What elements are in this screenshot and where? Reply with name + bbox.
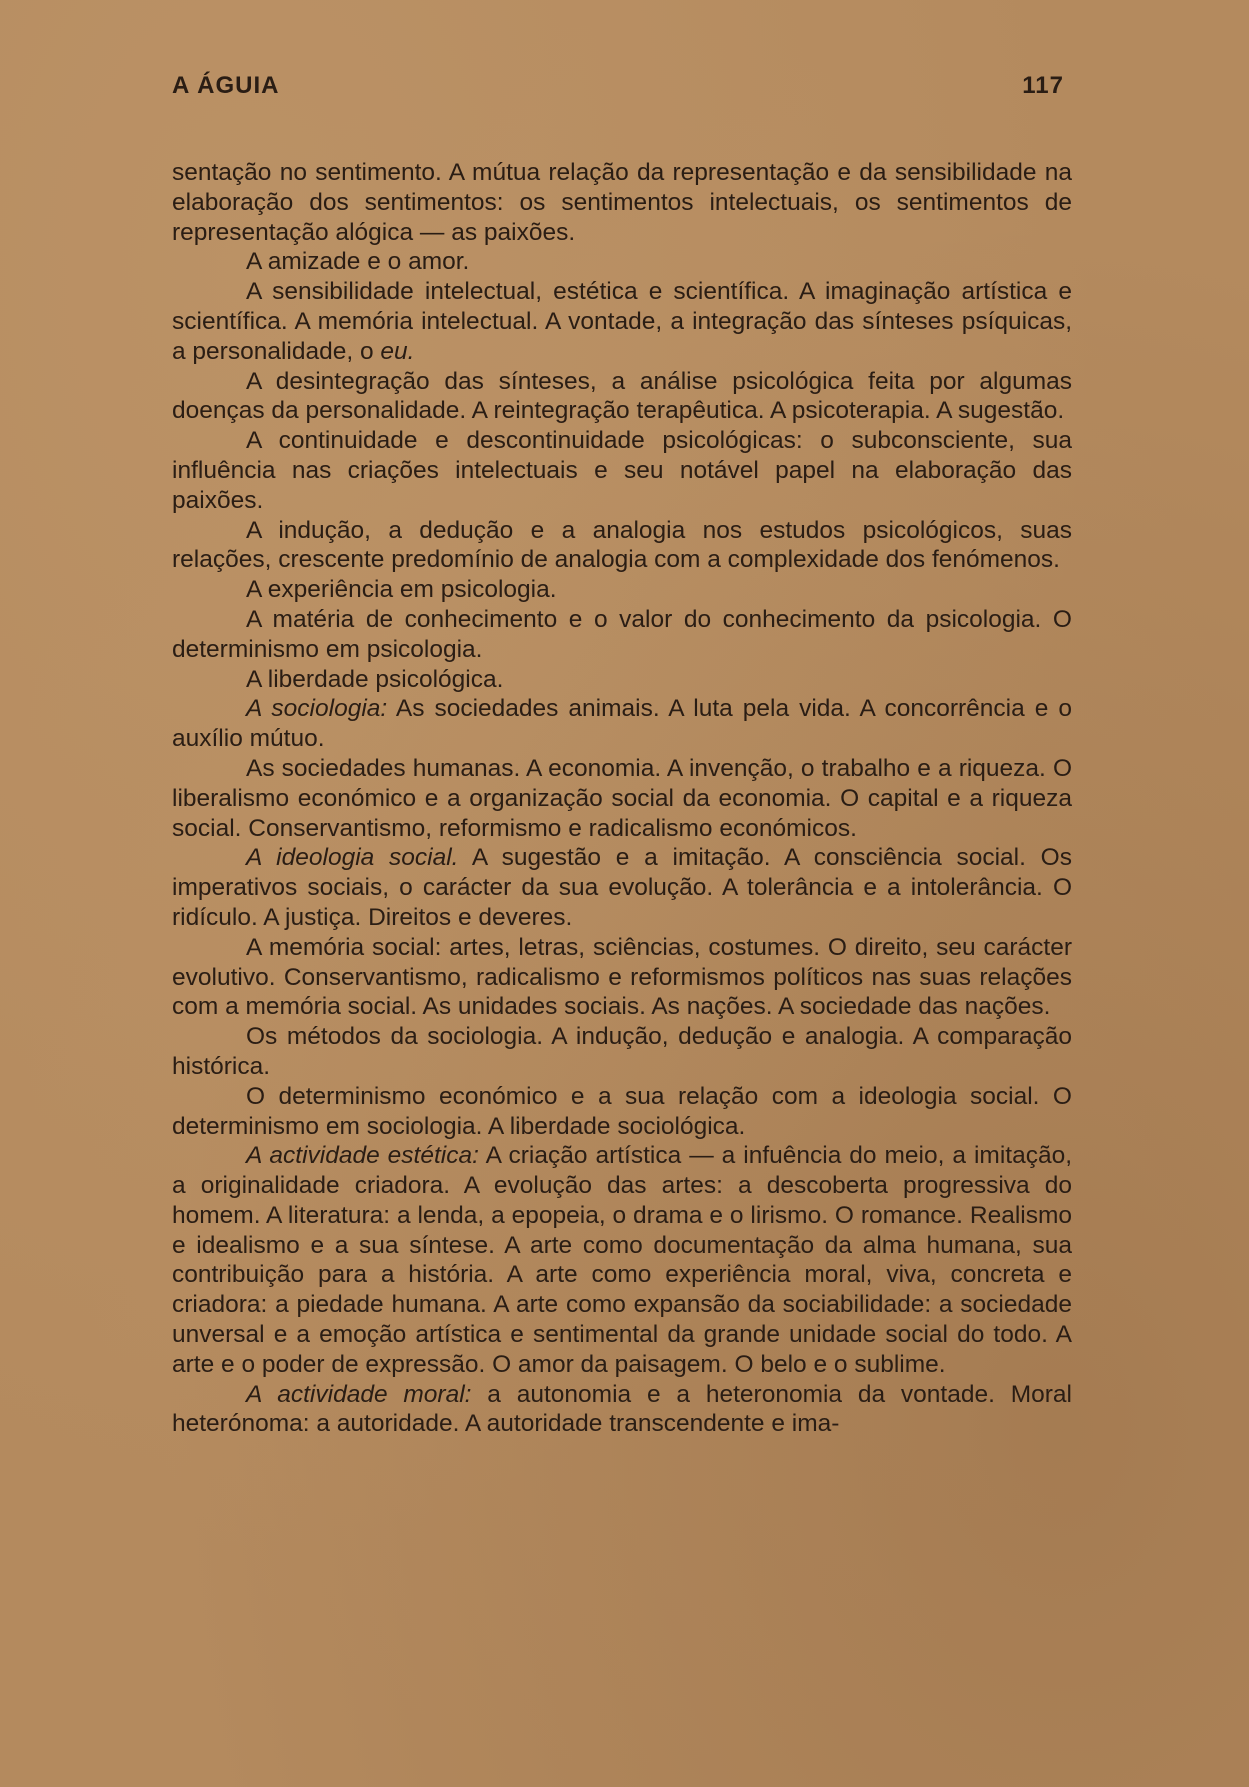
paragraph	[172, 277, 1072, 366]
page-number: 117	[1022, 72, 1064, 99]
section-heading: A actividade moral:	[246, 1380, 472, 1408]
paragraph: A experiência em psicologia.	[246, 576, 557, 604]
paragraph: sentação no sentimento. A mútua relação da representação e da sensibilidade na elaboração dos sentimentos: os sentimentos intelectuais, os sentimentos de representação alógica — as paixões.	[172, 159, 1072, 246]
paragraph: A indução, a dedução e a analogia nos estudos psicológicos, suas relações, crescente predomínio de analogia com a complexidade dos fenómenos.	[172, 516, 1072, 574]
paragraph: O determinismo económico e a sua relação com a ideologia social. O determinismo em sociologia. A liberdade sociológica.	[172, 1082, 1072, 1140]
paragraph: A desintegração das sínteses, a análise psicológica feita por algumas doenças da personalidade. A reintegração terapêutica. A psicoterapia. A sugestão.	[172, 367, 1072, 425]
journal-title: A ÁGUIA	[172, 72, 280, 99]
body-text	[172, 158, 1072, 1439]
paragraph-text: A sensibilidade intelectual, estética e scientífica. A imaginação artística e scientífica. A memória intelectual. A vontade, a integração das sínteses psíquicas, a personalidade, o	[172, 278, 1072, 365]
section-heading: A actividade estética:	[246, 1142, 479, 1170]
paragraph-text: a autonomia e a heteronomia da vontade. Moral heterónoma: a autoridade. A autoridade transcendente e ima-	[172, 1380, 1073, 1438]
italic-term: eu.	[380, 337, 415, 365]
paragraph: Os métodos da sociologia. A indução, dedução e analogia. A comparação histórica.	[172, 1023, 1072, 1080]
paragraph: A liberdade psicológica.	[246, 665, 504, 693]
paragraph	[172, 694, 1072, 754]
paragraph	[172, 843, 1072, 932]
paragraph: A matéria de conhecimento e o valor do conhecimento da psicologia. O determinismo em psicologia.	[172, 605, 1072, 663]
paragraph-text: As sociedades animais. A luta pela vida. A concorrência e o auxílio mútuo.	[172, 695, 1072, 753]
paragraph	[172, 1141, 1072, 1379]
paragraph: As sociedades humanas. A economia. A invenção, o trabalho e a riqueza. O liberalismo económico e a organização social da economia. O capital e a riqueza social. Conservantismo, reformismo e radicalismo económicos.	[172, 754, 1072, 842]
section-heading: A sociologia:	[246, 695, 388, 723]
paragraph	[172, 1380, 1072, 1440]
paragraph: A amizade e o amor.	[246, 248, 470, 276]
paragraph-text: A criação artística — a infuência do meio, a imitação, a originalidade criadora. A evolução das artes: a descoberta progressiva do homem. A literatura: a lenda, a epopeia, o drama e o lirismo. O romance. Realismo e idealismo e a sua síntese. A arte como documentação da alma humana, sua contribuição para a história. A arte como experiência moral, viva, concreta e criadora: a piedade humana. A arte como expansão da sociabilidade: a sociedade unversal e a emoção artística e sentimental da grande unidade social do todo. A arte e o poder de expressão. O amor da paisagem. O belo e o sublime.	[172, 1142, 1073, 1378]
section-heading: A ideologia social.	[246, 844, 459, 872]
running-header	[172, 72, 1064, 112]
paragraph: A continuidade e descontinuidade psicológicas: o subconsciente, sua influência nas criações intelectuais e seu notável papel na elaboração das paixões.	[172, 427, 1072, 514]
paragraph: A memória social: artes, letras, sciências, costumes. O direito, seu carácter evolutivo. Conservantismo, radicalismo e reformismos políticos nas suas relações com a memória social. As unidades sociais. As nações. A sociedade das nações.	[172, 933, 1072, 1021]
paragraph-text: A sugestão e a imitação. A consciência social. Os imperativos sociais, o carácter da sua evolução. A tolerância e a intolerância. O ridículo. A justiça. Direitos e deveres.	[172, 844, 1072, 931]
